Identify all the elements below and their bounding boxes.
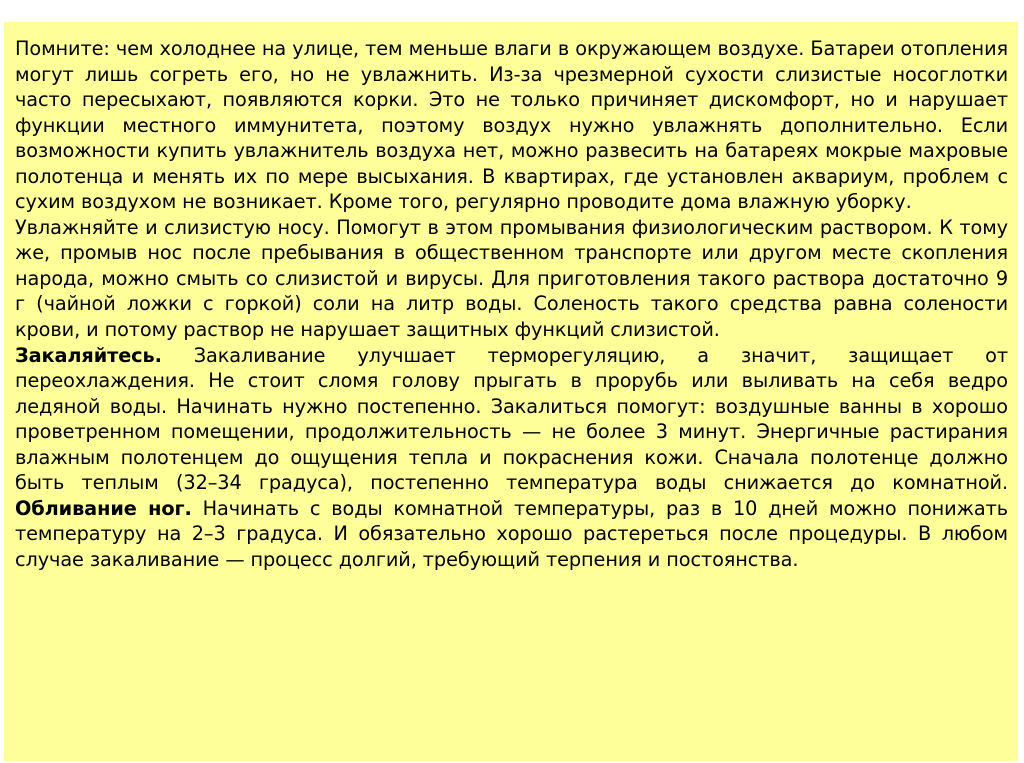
foot-pouring-text: Начинать с воды комнатной температуры, раз в 10 дней можно понижать температуру на 2–3 градуса. И обязательно хорошо растереться после процедуры. В любом случае закаливание — процесс долгий, требующий терпения и постоянства. (15, 496, 1008, 571)
paragraph-hardening (15, 343, 1008, 573)
foot-pouring-heading: Обливание ног. (15, 496, 192, 520)
hardening-heading: Закаляйтесь. (15, 343, 162, 367)
paragraph-humidity: Помните: чем холоднее на улице, тем меньше влаги в окружающем воздухе. Батареи отопления могут лишь согреть его, но не увлажнить. Из-за чрезмерной сухости слизистые носоглотки часто пересыхают, появляются корки. Это не только причиняет дискомфорт, но и нарушает функции местного иммунитета, поэтому воздух нужно увлажнять дополнительно. Если возможности купить увлажнитель воздуха нет, можно развесить на батареях мокрые махровые полотенца и менять их по мере высыхания. В квартирах, где установлен аквариум, проблем с сухим воздухом не возникает. Кроме того, регулярно проводите дома влажную уборку. (15, 37, 1008, 214)
paragraph-nose-rinse: Увлажняйте и слизистую носу. Помогут в этом промывания физиологическим раствором. К тому же, промыв нос после пребывания в общественном транспорте или другом месте скопления народа, можно смыть со слизистой и вирусы. Для приготовления такого раствора достаточно 9 г (чайной ложки с горкой) соли на литр воды. Соленость такого средства равна солености крови, и потому раствор не нарушает защитных функций слизистой. (15, 215, 1008, 342)
article-text (15, 36, 1008, 572)
slide-background (4, 22, 1018, 761)
hardening-text: Закаливание улучшает терморегуляцию, а значит, защищает от переохлаждения. Не стоит сломя голову прыгать в прорубь или выливать на себя ведро ледяной воды. Начинать нужно постепенно. Закалиться помогут: воздушные ванны в хорошо проветренном помещении, продолжительность — не более 3 минут. Энергичные растирания влажным полотенцем до ощущения тепла и покраснения кожи. Сначала полотенце должно быть теплым (32–34 градуса), постепенно температура воды снижается до комнатной. (15, 343, 1008, 495)
